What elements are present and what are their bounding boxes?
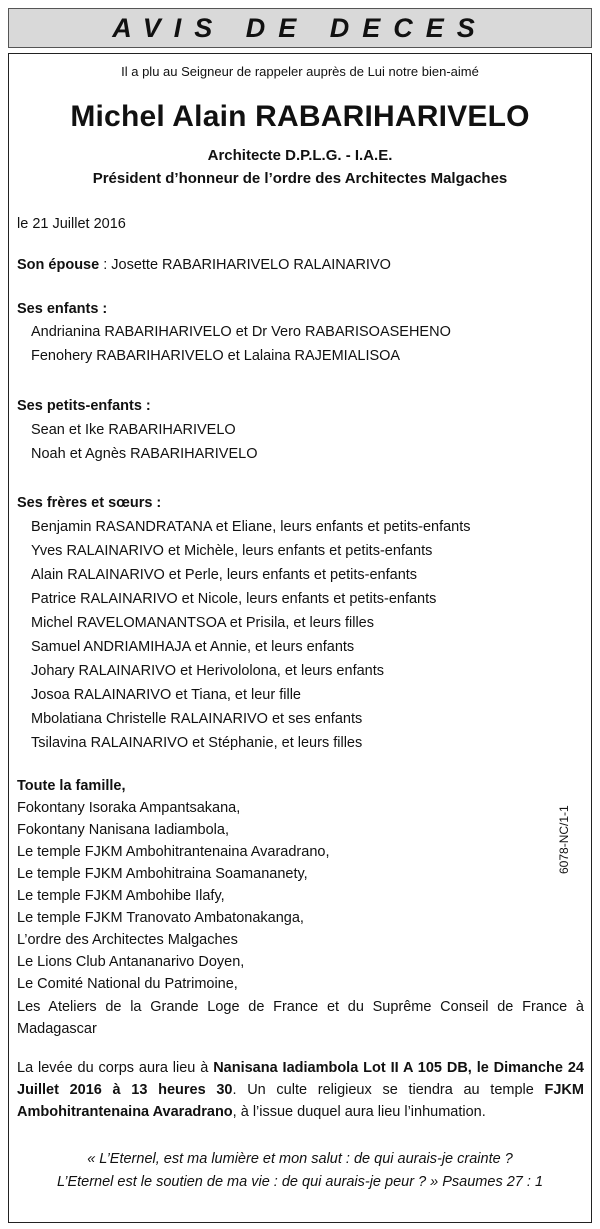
family-item: Le temple FJKM Ambohitraina Soamananety, bbox=[17, 866, 308, 882]
notice-body bbox=[8, 53, 592, 1223]
sibling-item: Tsilavina RALAINARIVO et Stéphanie, et leurs filles bbox=[31, 735, 363, 751]
funeral-text: . Un culte religieux se tiendra au temple bbox=[232, 1082, 545, 1098]
child-item: Andrianina RABARIHARIVELO et Dr Vero RABARISOASEHENO bbox=[31, 324, 451, 340]
family-item: Le Comité National du Patrimoine, bbox=[17, 976, 238, 992]
family-item: Le temple FJKM Ambohibe Ilafy, bbox=[17, 888, 225, 904]
spouse-label: Son épouse bbox=[17, 257, 100, 273]
family-label: Toute la famille, bbox=[17, 778, 126, 794]
deceased-title-1: Architecte D.P.L.G. - I.A.E. bbox=[207, 147, 393, 164]
sibling-item: Yves RALAINARIVO et Michèle, leurs enfants et petits-enfants bbox=[31, 543, 433, 559]
quote-line-1: « L’Eternel, est ma lumière et mon salut : de qui aurais-je crainte ? bbox=[87, 1151, 513, 1167]
death-date: le 21 Juillet 2016 bbox=[17, 216, 126, 232]
family-item: Fokontany Nanisana Iadiambola, bbox=[17, 822, 229, 838]
family-item: Le temple FJKM Tranovato Ambatonakanga, bbox=[17, 910, 304, 926]
intro-text: Il a plu au Seigneur de rappeler auprès de Lui notre bien-aimé bbox=[121, 64, 479, 79]
sibling-item: Benjamin RASANDRATANA et Eliane, leurs enfants et petits-enfants bbox=[31, 519, 471, 535]
sibling-item: Alain RALAINARIVO et Perle, leurs enfants et petits-enfants bbox=[31, 567, 418, 583]
sibling-item: Michel RAVELOMANANTSOA et Prisila, et leurs filles bbox=[31, 615, 374, 631]
spouse-value: : Josette RABARIHARIVELO RALAINARIVO bbox=[99, 257, 391, 273]
deceased-name: Michel Alain RABARIHARIVELO bbox=[70, 100, 530, 133]
funeral-text: , à l’issue duquel aura lieu l’inhumation. bbox=[232, 1104, 486, 1120]
sibling-item: Josoa RALAINARIVO et Tiana, et leur fille bbox=[31, 687, 301, 703]
sibling-item: Samuel ANDRIAMIHAJA et Annie, et leurs enfants bbox=[31, 639, 355, 655]
funeral-text: La levée du corps aura lieu à bbox=[17, 1060, 214, 1076]
quote-line-2: L’Eternel est le soutien de ma vie : de qui aurais-je peur ? » Psaumes 27 : 1 bbox=[56, 1174, 544, 1190]
grandchildren-label: Ses petits-enfants : bbox=[17, 398, 151, 414]
child-item: Fenohery RABARIHARIVELO et Lalaina RAJEMIALISOA bbox=[31, 348, 401, 364]
sibling-item: Patrice RALAINARIVO et Nicole, leurs enfants et petits-enfants bbox=[31, 591, 437, 607]
notice-header bbox=[8, 8, 592, 48]
family-item: Fokontany Isoraka Ampantsakana, bbox=[17, 800, 241, 816]
sibling-item: Johary RALAINARIVO et Herivololona, et leurs enfants bbox=[31, 663, 384, 679]
funeral-paragraph bbox=[17, 1057, 584, 1123]
spouse-line bbox=[17, 257, 391, 273]
funeral-temple: FJKM Ambohitrantenaina Avaradrano bbox=[17, 1082, 584, 1120]
grandchild-item: Sean et Ike RABARIHARIVELO bbox=[31, 422, 236, 438]
family-item-last: Les Ateliers de la Grande Loge de France et du Suprême Conseil de France à Madagascar bbox=[17, 999, 584, 1037]
family-item: L’ordre des Architectes Malgaches bbox=[17, 932, 238, 948]
funeral-location-time: Nanisana Iadiambola Lot II A 105 DB, le Dimanche 24 Juillet 2016 à 13 heures 30 bbox=[17, 1060, 584, 1098]
deceased-title-2: Président d’honneur de l’ordre des Architectes Malgaches bbox=[92, 170, 508, 187]
family-item: Le Lions Club Antananarivo Doyen, bbox=[17, 954, 245, 970]
notice-title: AVIS DE DECES bbox=[112, 13, 488, 43]
sibling-item: Mbolatiana Christelle RALAINARIVO et ses enfants bbox=[31, 711, 363, 727]
children-label: Ses enfants : bbox=[17, 301, 108, 317]
grandchild-item: Noah et Agnès RABARIHARIVELO bbox=[31, 446, 258, 462]
family-item: Le temple FJKM Ambohitrantenaina Avaradrano, bbox=[17, 844, 330, 860]
reference-code: 6078-NC/1-1 bbox=[557, 805, 571, 874]
siblings-label: Ses frères et sœurs : bbox=[17, 495, 162, 511]
